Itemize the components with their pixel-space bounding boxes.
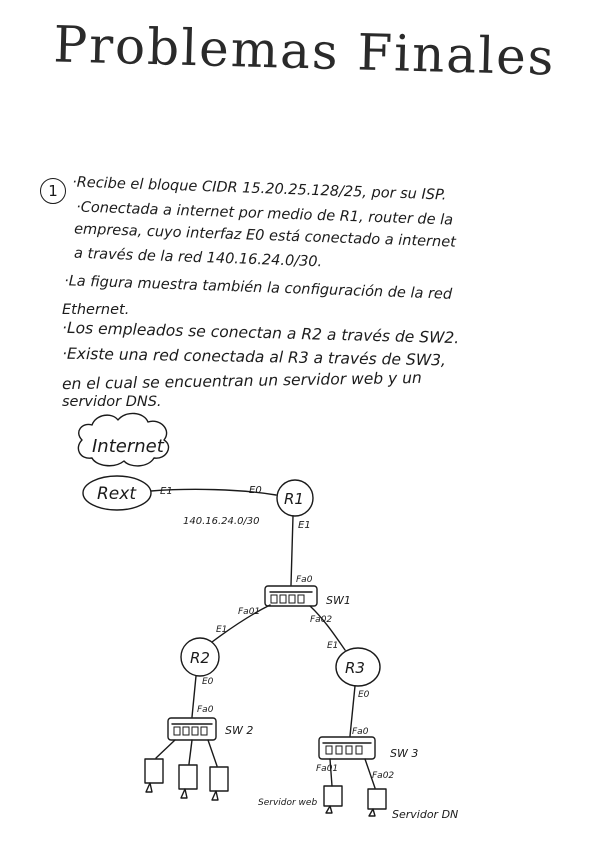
port-label: Fa01 <box>316 764 339 774</box>
r1-label: R1 <box>284 490 304 508</box>
server-dns <box>368 789 386 809</box>
network-label: 140.16.24.0/30 <box>183 516 260 527</box>
port-label: Fa0 <box>197 705 214 715</box>
sw1-label: SW1 <box>326 594 351 607</box>
sw3-label: SW 3 <box>390 747 419 760</box>
problem-number: 1 <box>40 178 66 204</box>
page-title: Problemas Finales <box>52 15 557 87</box>
statement-line: en el cual se encuentran un servidor web y un <box>61 368 422 394</box>
port-label: E0 <box>358 690 370 700</box>
statement-line: servidor DNS. <box>62 394 162 410</box>
r3-label: R3 <box>345 659 365 677</box>
port-label: E1 <box>160 486 173 497</box>
switch-sw3 <box>319 737 375 759</box>
host-pc <box>145 759 163 783</box>
sw2-label: SW 2 <box>225 724 254 737</box>
port-label: E1 <box>327 641 339 651</box>
port-label: E1 <box>298 520 311 531</box>
statement-line: ·Recibe el bloque CIDR 15.20.25.128/25, por su ISP. <box>71 174 447 204</box>
statement-line: a través de la red 140.16.24.0/30. <box>73 245 323 271</box>
statement-line: Ethernet. <box>62 302 130 318</box>
port-label: E0 <box>202 677 214 687</box>
port-label: Fa02 <box>310 615 333 625</box>
statement-line: empresa, cuyo interfaz E0 está conectado a internet <box>73 221 457 251</box>
cloud-label: Internet <box>92 436 164 457</box>
server-web-label: Servidor web <box>258 798 318 808</box>
port-label: Fa0 <box>296 575 313 585</box>
statement-line: ·Existe una red conectada al R3 a través de SW3, <box>61 344 447 370</box>
link-r1-sw1 <box>291 516 293 585</box>
port-label: Fa02 <box>372 771 395 781</box>
r2-label: R2 <box>190 649 210 667</box>
statement-line: ·Los empleados se conectan a R2 a través de SW2. <box>61 318 460 348</box>
port-label: E1 <box>216 625 228 635</box>
port-label: E0 <box>249 485 262 496</box>
port-label: Fa01 <box>238 607 261 617</box>
server-dns-label: Servidor DN <box>392 808 459 821</box>
server-web <box>324 786 342 806</box>
link-r2-sw2 <box>192 676 196 717</box>
port-label: Fa0 <box>352 727 369 737</box>
host-pc <box>210 767 228 791</box>
rext-label: Rext <box>97 484 136 504</box>
host-pc <box>179 765 197 789</box>
statement-line: ·Conectada a internet por medio de R1, router de la <box>75 199 454 229</box>
statement-line: ·La figura muestra también la configuración de la red <box>63 273 453 303</box>
